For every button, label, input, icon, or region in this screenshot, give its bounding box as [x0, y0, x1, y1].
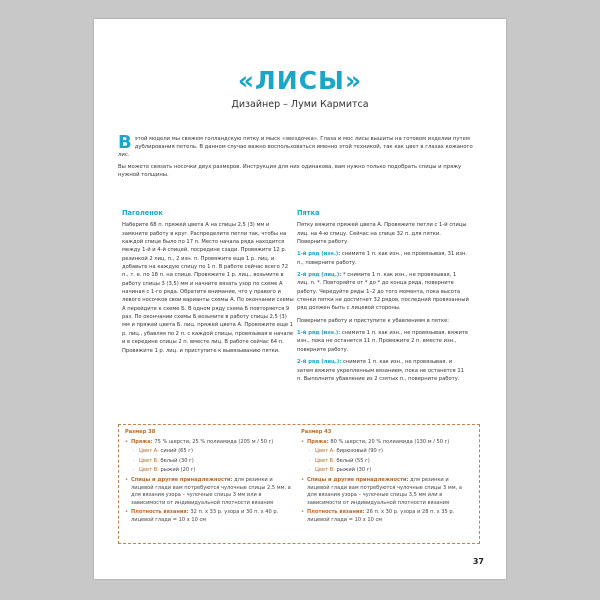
bullet-icon: •	[125, 509, 129, 516]
section-leg	[122, 209, 294, 359]
bullet-icon: •	[301, 438, 305, 445]
size-label: Размер 38	[125, 429, 156, 435]
materials-box	[118, 424, 480, 544]
size-label: Размер 43	[301, 429, 332, 435]
density-item: • Плотность вязания: 32 п. x 33 р. узора и 30 п. x 40 р. лицевой глади = 10 x 10 см	[125, 509, 279, 523]
magazine-page	[94, 19, 506, 579]
designer-credit: Дизайнер – Луми Кармитса	[231, 99, 369, 110]
heel-dec-row-2: 2-й ряд (лиц.): снимите 1 п. как изн., не провязывая, и затем вяжите укрепленным вязанием, пока не останется 11 п. Выполните убавление из 2 сзятых п., поверните работу.	[297, 359, 464, 382]
color-item: · Цвет А: синий (65 г)	[133, 448, 193, 455]
section-heading-heel: Пятка	[297, 209, 320, 217]
color-item: · Цвет А: бирюзовый (90 г)	[309, 448, 384, 455]
bullet-icon: •	[301, 509, 305, 516]
section-text-leg: Наберите 68 п. пряжей цвета А на спицы 2,5 (3) мм и замкните работу в круг. Распределите петли так, чтобы на каждой спице было по 17 п. Место начала ряда находится между 1-й и 4-й спицей, посредине сзади. Провяжите 12 р. резинкой 2 лиц. п., 2 изн. п. Провяжите еще 1 р. лиц. и добавьте на каждую спицу по 1 п. В работе сейчас всего 72 п., т. е. по 18 п. на спице. Провяжите 1 р. лиц., возьмите в работу спицы 3 (3,5) мм и начните вязать узор по схеме А начиная с 1-го ряда. Обратите внимание, что у правого и левого носочков свои варианты схемы А. По окончании схемы А перейдите к схеме Б. В одном ряду схема Б повторяется 9 раз. По окончании схемы Б возьмите в работу спицы 2,5 (3) мм и пряжей цвета Б. лиц. пряжей цвета А. Провяжите еще 1 р. лиц., убавляя по 2 п. с каждой спицы, провязывая в начале и в середине спицы 2 п. вместе лиц. В работе сейчас 64 п. Провяжите 1 р. лиц. и приступите к вывязыванию пятки.	[122, 222, 294, 354]
materials-size-43	[301, 429, 469, 527]
heel-decrease-intro: Поверните работу и приступите к убавлениям в пятке:	[297, 317, 450, 324]
section-heel	[297, 209, 469, 387]
heel-dec-row-1: 1-й ряд (изн.): снимите 1 п. как изн., не провязывая, вяжите изн., пока не останется 11 п. Провяжите 2 п. вместе изн., поверните работу.	[297, 330, 469, 353]
intro-paragraph-2: Вы можете связать носочки двух размеров. Инструкция для них одинакова, вам нужно только подобрать спицы и пряжу нужной толщины.	[118, 164, 462, 178]
color-item: · Цвет Б: белый (55 г)	[309, 457, 370, 464]
color-item: · Цвет В: рыжий (30 г)	[309, 467, 372, 474]
materials-size-38	[125, 429, 293, 527]
heel-intro: Пятку вяжите пряжей цвета А. Провяжите петли с 1-й спицы лиц. на 4-ю спицу. Сейчас на спице 32 п. для пятки. Поверните работу.	[297, 222, 467, 246]
color-item: · Цвет В: рыжий (20 г)	[133, 467, 196, 474]
intro-text	[118, 132, 478, 183]
color-item: · Цвет Б: белый (30 г)	[133, 457, 194, 464]
bullet-icon: •	[125, 438, 129, 445]
pattern-title: «ЛИСЫ»	[237, 66, 363, 95]
density-item: • Плотность вязания: 26 п. x 30 р. узора и 28 п. x 35 р. лицевой глади = 10 x 10 см	[301, 509, 455, 523]
page-number: 37	[472, 557, 484, 566]
heel-row-2: 2-й ряд (лиц.): * снимите 1 п. как изн., не провязывая, 1 лиц. п. *. Повторяйте от * до * до конца ряда, поверните работу. Чередуйте ряды 1–2 до того момента, пока высота стенки пятки не достигнет 32 рядов, последний провязанный ряд должен быть с лицевой стороны.	[297, 272, 469, 312]
section-heading-leg: Паголенок	[122, 209, 163, 217]
intro-paragraph-1: Вэтой модели мы свяжем голландскую пятку и мыск «звездочка». Глаза и мос лисы вышиты на готовом изделии путем дублирования петель. В данном случае важно воспользоваться именно этой техникой, так как цвет в глазах кожаного лис.	[118, 132, 473, 158]
bullet-icon: •	[125, 476, 129, 483]
bullet-icon: •	[301, 476, 305, 483]
drop-cap: В	[118, 132, 132, 153]
yarn-item: • Пряжа: 80 % шерсти, 20 % полиамида (130 м / 50 г)	[301, 438, 450, 445]
heel-row-1: 1-й ряд (изн.): снимите 1 п. как изн., не провязывая, 31 изн. п., поверните работу.	[297, 251, 468, 266]
needles-item: • Спицы и другие принадлежности: для резинки и лицевой глади вам потребуются чулочные спицы 3 мм, а для вязания узора – чулочные спицы 3,5 мм или в зависимости от индивидуальной плотности вязания	[301, 476, 462, 506]
needles-item: • Спицы и другие принадлежности: для резинки и лицевой глади вам потребуются чулочные спицы 2,5 мм, а для вязания узора – чулочные спицы 3 мм или в зависимости от индивидуальной плотности вязания	[125, 476, 291, 506]
yarn-item: • Пряжа: 75 % шерсти, 25 % полиамида (205 м / 50 г)	[125, 438, 274, 445]
